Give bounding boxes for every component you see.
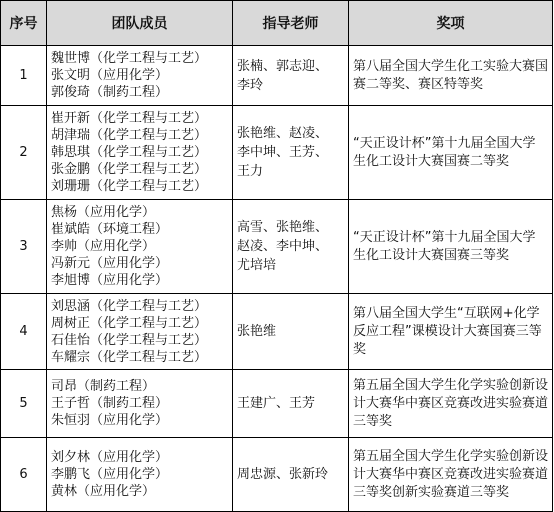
- advisor-line: 赵凌、李中坤、: [237, 239, 329, 254]
- team-member: 张金鹏（化学工程与工艺）: [51, 162, 208, 177]
- header-row: [1, 1, 553, 46]
- team-member: 朱恒羽（应用化学）: [51, 413, 169, 428]
- team-member: 崔斌皓（环境工程）: [51, 222, 169, 237]
- table-row: [1, 46, 553, 106]
- header-members: 团队成员: [47, 1, 233, 46]
- award-cell: [349, 106, 553, 200]
- row-number: 4: [1, 294, 47, 370]
- advisors-cell: [233, 370, 349, 438]
- team-member: 李鹏飞（应用化学）: [51, 467, 169, 482]
- team-members-cell: [47, 438, 233, 512]
- team-member: 李旭博（应用化学）: [51, 273, 169, 288]
- advisor-line: 高雪、张艳维、: [237, 220, 329, 235]
- advisors-cell: [233, 294, 349, 370]
- team-members-cell: [47, 294, 233, 370]
- team-member: 刘夕林（应用化学）: [51, 450, 169, 465]
- team-member: 冯新元（应用化学）: [51, 256, 169, 271]
- team-member: 司昂（制药工程）: [51, 379, 156, 394]
- award-text: “天正设计杯”第十九届全国大学生化工设计大赛国赛二等奖: [353, 135, 536, 169]
- award-text: 第五届全国大学生化学实验创新设计大赛华中赛区竞赛改进实验赛道三等奖创新实验赛道三等奖: [353, 448, 549, 500]
- award-text: 第五届全国大学生化学实验创新设计大赛华中赛区竞赛改进实验赛道三等奖: [353, 377, 549, 429]
- team-member: 李帅（应用化学）: [51, 239, 156, 254]
- advisor-line: 李玲: [237, 77, 264, 93]
- advisor-line: 尤培培: [237, 258, 277, 273]
- team-member: 刘思涵（化学工程与工艺）: [51, 298, 208, 314]
- team-members-cell: [47, 46, 233, 106]
- award-text: 第八届全国大学生“互联网+化学反应工程”课模设计大赛国赛三等奖: [353, 305, 542, 357]
- advisors-cell: [233, 200, 349, 294]
- advisor-line: 周忠源、张新玲: [237, 467, 329, 482]
- header-award: 奖项: [349, 1, 553, 46]
- team-member: 石佳怡（化学工程与工艺）: [51, 332, 208, 348]
- advisor-line: 张艳维、赵凌、: [237, 126, 329, 141]
- row-number: 2: [1, 106, 47, 200]
- team-member: 刘珊珊（化学工程与工艺）: [51, 179, 208, 194]
- table-row: [1, 370, 553, 438]
- team-members-cell: [47, 200, 233, 294]
- team-member: 周树正（化学工程与工艺）: [51, 315, 208, 331]
- row-number: 5: [1, 370, 47, 438]
- advisors-cell: [233, 438, 349, 512]
- row-number: 6: [1, 438, 47, 512]
- team-member: 张文明（应用化学）: [51, 68, 169, 83]
- award-cell: [349, 294, 553, 370]
- table-row: [1, 294, 553, 370]
- table-row: [1, 106, 553, 200]
- advisor-line: 张楠、郭志迎、: [237, 58, 329, 74]
- team-member: 郭俊琦（制药工程）: [51, 85, 169, 100]
- header-advisors: 指导老师: [233, 1, 349, 46]
- award-cell: [349, 46, 553, 106]
- row-number: 1: [1, 46, 47, 106]
- team-member: 黄林（应用化学）: [51, 484, 156, 499]
- team-member: 韩思琪（化学工程与工艺）: [51, 145, 208, 160]
- award-text: “天正设计杯”第十九届全国大学生化工设计大赛国赛三等奖: [353, 229, 536, 263]
- advisors-cell: [233, 46, 349, 106]
- team-members-cell: [47, 106, 233, 200]
- advisor-line: 李中坤、王芳、: [237, 145, 329, 160]
- row-number: 3: [1, 200, 47, 294]
- team-member: 魏世博（化学工程与工艺）: [51, 51, 208, 66]
- team-member: 王子哲（制药工程）: [51, 396, 169, 411]
- advisor-line: 王力: [237, 164, 264, 179]
- advisor-line: 王建广、王芳: [237, 396, 316, 411]
- header-no: 序号: [1, 1, 47, 46]
- team-member: 崔开新（化学工程与工艺）: [51, 111, 208, 126]
- team-member: 胡津瑞（化学工程与工艺）: [51, 128, 208, 143]
- team-member: 车耀宗（化学工程与工艺）: [51, 349, 208, 365]
- team-member: 焦杨（应用化学）: [51, 205, 156, 220]
- table-row: [1, 200, 553, 294]
- advisor-line: 张艳维: [237, 324, 277, 339]
- award-text: 第八届全国大学生化工实验大赛国赛二等奖、赛区特等奖: [353, 58, 549, 92]
- award-cell: [349, 200, 553, 294]
- team-members-cell: [47, 370, 233, 438]
- advisors-cell: [233, 106, 349, 200]
- award-cell: [349, 370, 553, 438]
- award-cell: [349, 438, 553, 512]
- table-row: [1, 438, 553, 512]
